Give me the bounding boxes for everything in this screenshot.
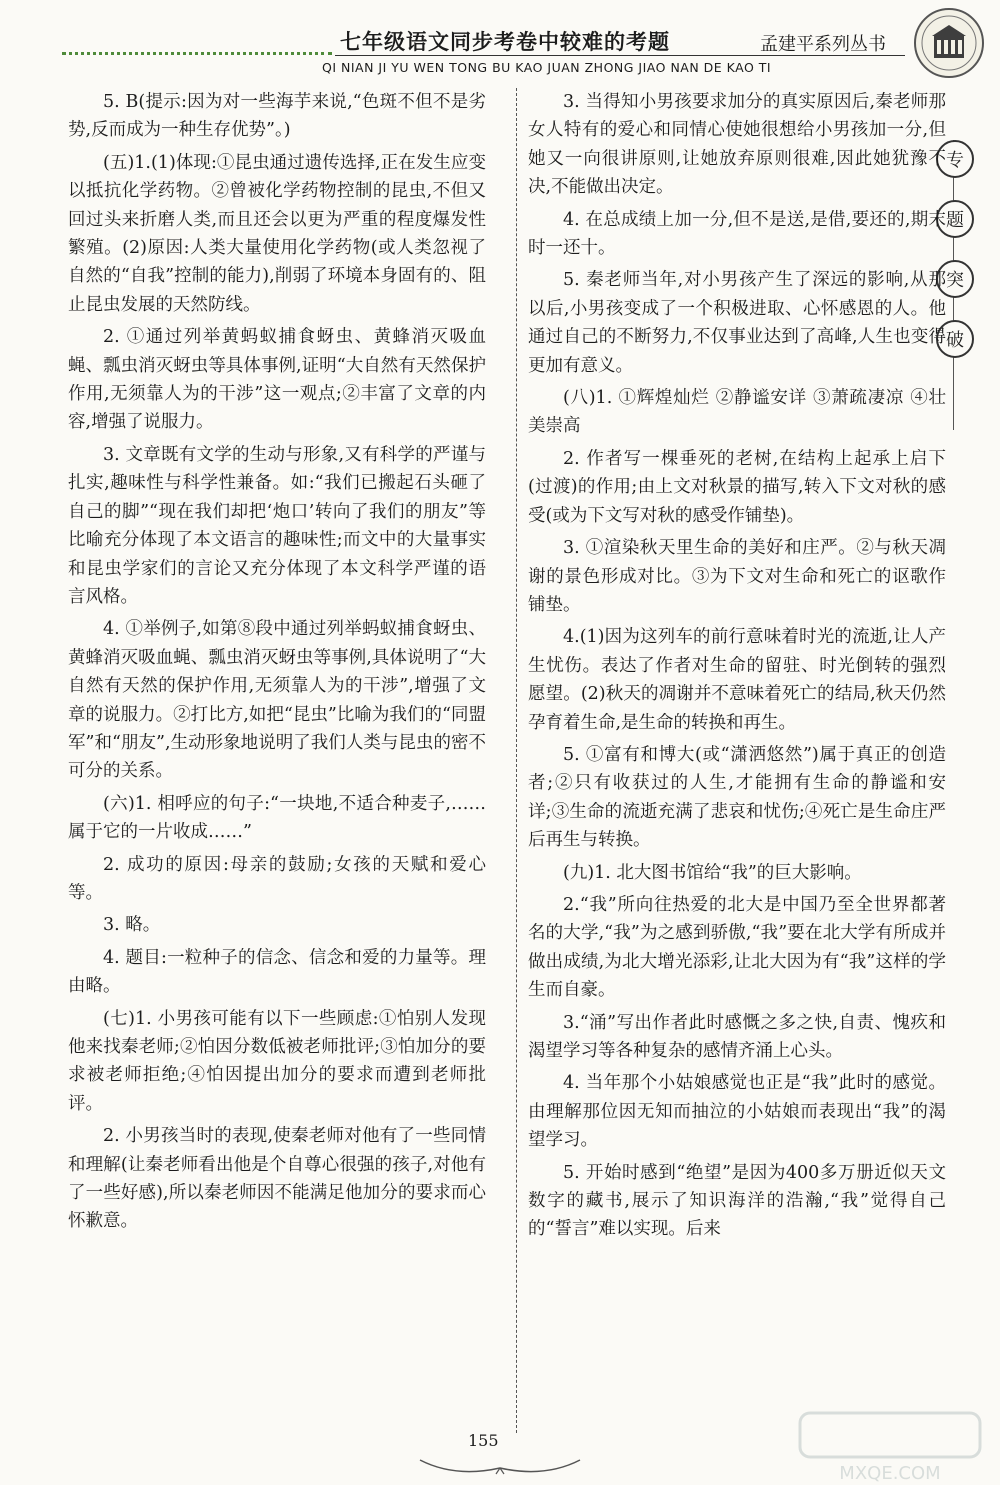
header-divider — [335, 55, 905, 56]
watermark-text: MXQE.COM — [839, 1463, 941, 1484]
badge-zhuan: 专 — [936, 140, 974, 178]
column-divider — [516, 88, 517, 1433]
right-column — [528, 88, 946, 1248]
watermark-logo-icon — [790, 1405, 990, 1485]
answer-paragraph: 4. 在总成绩上加一分,但不是送,是借,要还的,期末时一还十。 — [528, 209, 946, 259]
answer-paragraph: (六)1. 相呼应的句子:“一块地,不适合种麦子,……属于它的一片收成……” — [68, 793, 486, 843]
decorative-dotted-line — [62, 52, 332, 55]
answer-paragraph: 3. 略。 — [103, 915, 161, 936]
answer-paragraph: 5. 秦老师当年,对小男孩产生了深远的影响,从那以后,小男孩变成了一个积极进取、心怀感恩的人。他通过自己的不断努力,不仅事业达到了高峰,人生也变得更加有意义。 — [528, 270, 946, 376]
badge-tu: 突 — [936, 260, 974, 298]
answer-paragraph: 4. ①举例子,如第⑧段中通过列举蚂蚁捕食蚜虫、黄蜂消灭吸血蝇、瓢虫消灭蚜虫等事例,具体说明了“大自然有天然的保护作用,无须靠人为的干涉”,增强了文章的说服力。②打比方,如把“昆虫”比喻为我们的“同盟军”和“朋友”,生动形象地说明了我们人类与昆虫的密不可分的关系。 — [68, 619, 486, 782]
answer-paragraph: 3.“涌”写出作者此时感慨之多之快,自责、愧疚和渴望学习等各种复杂的感情齐涌上心头。 — [528, 1012, 946, 1061]
title-pinyin: QI NIAN JI YU WEN TONG BU KAO JUAN ZHONG JIAO NAN DE KAO TI — [322, 60, 772, 75]
answer-paragraph: 3. ①渲染秋天里生命的美好和庄严。②与秋天凋谢的景色形成对比。③为下文对生命和死亡的讴歌作铺垫。 — [528, 538, 946, 615]
answer-paragraph: 2.“我”所向往热爱的北大是中国乃至全世界都著名的大学,“我”为之感到骄傲,“我”要在北大学有所成并做出成绩,为北大增光添彩,让北大因为有“我”这样的学生而自豪。 — [528, 894, 946, 1001]
footer-ornament-icon — [410, 1438, 590, 1478]
answer-paragraph: 4. 题目:一粒种子的信念、信念和爱的力量等。理由略。 — [68, 947, 486, 997]
answer-paragraph: (七)1. 小男孩可能有以下一些顾虑:①怕别人发现他来找秦老师;②怕因分数低被老师批评;③怕加分的要求被老师拒绝;④怕因提出加分的要求而遭到老师批评。 — [68, 1008, 486, 1114]
series-logo-icon — [912, 6, 986, 80]
answer-paragraph: 5. 开始时感到“绝望”是因为400多万册近似天文数字的藏书,展示了知识海洋的浩瀚,“我”觉得自己的“誓言”难以实现。后来 — [528, 1162, 946, 1240]
answer-paragraph: 2. 作者写一棵垂死的老树,在结构上起承上启下(过渡)的作用;由上文对秋景的描写,转入下文对秋的感受(或为下文写对秋的感受作铺垫)。 — [528, 448, 946, 526]
answer-paragraph: 3. 文章既有文学的生动与形象,又有科学的严谨与扎实,趣味性与科学性兼备。如:“我们已搬起石头砸了自己的脚”“现在我们却把‘炮口’转向了我们的朋友”等比喻充分体现了本文语言的趣味性;而文中的大量事实和昆虫学家们的言论又充分体现了本文科学严谨的语言风格。 — [68, 444, 486, 607]
page-header — [0, 0, 1000, 80]
series-name: 孟建平系列丛书 — [760, 34, 886, 55]
answer-paragraph: (八)1. ①辉煌灿烂 ②静谧安详 ③萧疏凄凉 ④壮美崇高 — [528, 388, 946, 437]
answer-paragraph: 2. 成功的原因:母亲的鼓励;女孩的天赋和爱心等。 — [68, 854, 486, 903]
badge-po: 破 — [936, 320, 974, 358]
answer-paragraph: 3. 当得知小男孩要求加分的真实原因后,秦老师那女人特有的爱心和同情心使她很想给小男孩加一分,但她又一向很讲原则,让她放弃原则很难,因此她犹豫不决,不能做出决定。 — [528, 92, 946, 198]
answer-paragraph: 5. ①富有和博大(或“潇洒悠然”)属于真正的创造者;②只有收获过的人生,才能拥有生命的静谧和安详;③生命的流逝充满了悲哀和忧伤;④死亡是生命庄严后再生与转换。 — [528, 744, 946, 851]
left-column — [68, 88, 486, 1240]
answer-paragraph: 4.(1)因为这列车的前行意味着时光的流逝,让人产生忧伤。表达了作者对生命的留驻、时光倒转的强烈愿望。(2)秋天的凋谢并不意味着死亡的结局,秋天仍然孕育着生命,是生命的转换和再生。 — [528, 627, 947, 733]
badge-ti: 题 — [936, 200, 974, 238]
answer-paragraph: (五)1.(1)体现:①昆虫通过遗传选择,正在发生应变以抵抗化学药物。②曾被化学药物控制的昆虫,不但又回过头来折磨人类,而且还会以更为严重的程度爆发性繁殖。(2)原因:人类大量使用化学药物(或人类忽视了自然的“自我”控制的能力),削弱了环境本身固有的、阻止昆虫发展的天然防线。 — [68, 152, 486, 315]
answer-paragraph: 5. B(提示:因为对一些海芋来说,“色斑不但不是劣势,反而成为一种生存优势”。) — [68, 92, 486, 141]
page-title: 七年级语文同步考卷中较难的考题 — [340, 29, 670, 54]
answer-paragraph: 2. 小男孩当时的表现,使秦老师对他有了一些同情和理解(让秦老师看出他是个自尊心很强的孩子,对他有了一些好感),所以秦老师因不能满足他加分的要求而心怀歉意。 — [68, 1126, 486, 1232]
page-number: 155 — [468, 1431, 499, 1450]
answer-paragraph: 4. 当年那个小姑娘感觉也正是“我”此时的感觉。由理解那位因无知而抽泣的小姑娘而表现出“我”的渴望学习。 — [528, 1073, 946, 1151]
answer-paragraph: 2. ①通过列举黄蚂蚁捕食蚜虫、黄蜂消灭吸血蝇、瓢虫消灭蚜虫等具体事例,证明“大自然有天然保护作用,无须靠人为的干涉”这一观点;②丰富了文章的内容,增强了说服力。 — [68, 327, 486, 433]
answer-paragraph: (九)1. 北大图书馆给“我”的巨大影响。 — [563, 862, 862, 883]
